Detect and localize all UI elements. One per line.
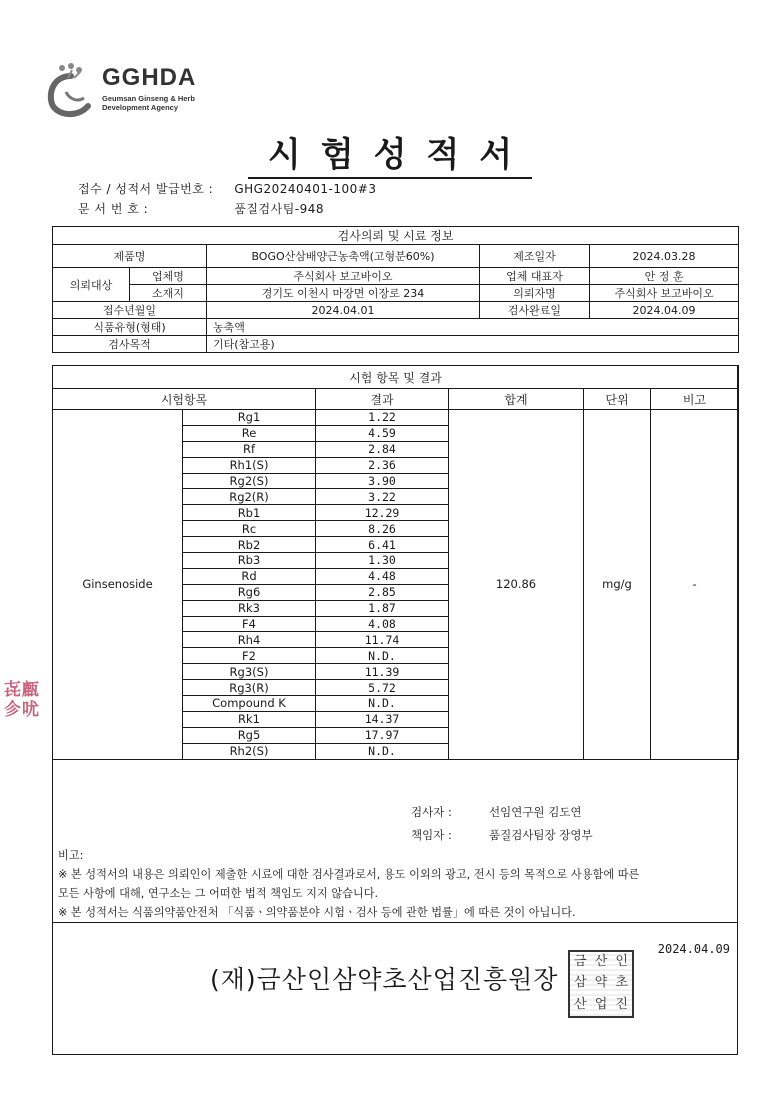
seal-glyph: 약: [594, 975, 608, 991]
document-number-label: 문 서 번 호 :: [78, 202, 149, 216]
compound-name: Rf: [183, 441, 316, 457]
compound-name: Rg6: [183, 584, 316, 600]
compound-name: Rg5: [183, 727, 316, 743]
compound-name: Rg3(S): [183, 664, 316, 680]
address-label: 소재지: [130, 285, 207, 302]
compound-name: Re: [183, 425, 316, 441]
seal-glyph: 초: [615, 975, 628, 991]
agency-logo: [44, 62, 234, 122]
client-label: 의뢰대상: [53, 268, 130, 302]
compound-name: Rh1(S): [183, 457, 316, 473]
results-caption: 시험 항목 및 결과: [53, 366, 739, 389]
compound-value: N.D.: [316, 648, 449, 664]
compound-name: Rb3: [183, 553, 316, 569]
mfg-date-value: 2024.03.28: [590, 245, 739, 268]
seal-glyph: 산: [594, 954, 608, 969]
logo-subtitle-line2: Development Agency: [102, 103, 178, 112]
result-header: 결과: [316, 389, 449, 410]
compound-name: Rg2(R): [183, 489, 316, 505]
compound-value: 3.22: [316, 489, 449, 505]
compound-value: 14.37: [316, 711, 449, 727]
company-label: 업체명: [130, 268, 207, 285]
compound-name: Rh4: [183, 632, 316, 648]
inspector-label: 검사자 :: [411, 805, 452, 819]
compound-value: 17.97: [316, 727, 449, 743]
compound-name: Rh2(S): [183, 743, 316, 759]
inspector-value: 선임연구원 김도연: [489, 805, 582, 819]
completion-date-label: 검사완료일: [480, 302, 590, 319]
seal-glyph: 인: [615, 954, 628, 969]
total-header: 합계: [449, 389, 584, 410]
compound-value: 6.41: [316, 537, 449, 553]
compound-value: N.D.: [316, 743, 449, 759]
compound-name: Rk3: [183, 600, 316, 616]
remarks-line-2: 모든 사항에 대해, 연구소는 그 어떠한 법적 책임도 지지 않습니다.: [58, 887, 379, 900]
compound-value: 4.48: [316, 568, 449, 584]
compound-name: Rd: [183, 568, 316, 584]
compound-value: 4.59: [316, 425, 449, 441]
compound-value: 8.26: [316, 521, 449, 537]
remarks-line-1: ※ 본 성적서의 내용은 의뢰인이 제출한 시료에 대한 검사결과로서, 용도 이외의 광고, 전시 등의 목적으로 사용함에 따른: [58, 868, 640, 881]
remarks-label: 비고:: [58, 849, 84, 862]
representative-value: 안 정 훈: [590, 268, 739, 285]
compound-value: 12.29: [316, 505, 449, 521]
document-number-line: [78, 200, 324, 217]
compound-name: Rb2: [183, 537, 316, 553]
requester-value: 주식회사 보고바이오: [590, 285, 739, 302]
compound-name: F2: [183, 648, 316, 664]
info-caption: 검사의뢰 및 시료 정보: [53, 227, 739, 245]
compound-name: F4: [183, 616, 316, 632]
document-number-value: 품질검사팀-948: [234, 202, 325, 216]
receipt-date-label: 접수년월일: [53, 302, 207, 319]
receipt-number-value: GHG20240401-100#3: [234, 182, 377, 196]
note-cell: -: [651, 410, 739, 760]
unit-cell: mg/g: [584, 410, 651, 760]
purpose-label: 검사목적: [53, 336, 207, 353]
issue-date: 2024.04.09: [657, 942, 730, 956]
responsible-label: 책임자 :: [411, 828, 452, 842]
remarks-block: [58, 846, 738, 922]
requester-label: 의뢰자명: [480, 285, 590, 302]
product-value: BOGO산삼배양근농축액(고형분60%): [207, 245, 480, 268]
note-header: 비고: [651, 389, 739, 410]
sample-info-table: [52, 226, 739, 353]
category-cell: Ginsenoside: [53, 410, 183, 760]
compound-name: Rb1: [183, 505, 316, 521]
food-type-label: 식품유형(형태): [53, 319, 207, 336]
compound-value: 5.72: [316, 680, 449, 696]
seal-glyph: 삼: [574, 975, 587, 991]
compound-value: 11.39: [316, 664, 449, 680]
completion-date-value: 2024.04.09: [590, 302, 739, 319]
compound-value: 1.30: [316, 553, 449, 569]
result-row: [53, 410, 739, 426]
item-header: 시험항목: [53, 389, 316, 410]
remarks-line-3: ※ 본 성적서는 식품의약품안전처 「식품ㆍ의약품분야 시험ㆍ검사 등에 관한 법률」에 따른 것이 아닙니다.: [58, 906, 576, 919]
compound-value: N.D.: [316, 696, 449, 712]
document-title: [0, 127, 780, 176]
compound-value: 2.85: [316, 584, 449, 600]
seal-glyph: 진: [615, 996, 628, 1012]
compound-name: Rc: [183, 521, 316, 537]
address-value: 경기도 이천시 마장면 이장로 234: [207, 285, 480, 302]
unit-header: 단위: [584, 389, 651, 410]
total-cell: 120.86: [449, 410, 584, 760]
left-red-stamp: 㐂㼾 㐱㕱: [4, 680, 40, 720]
company-value: 주식회사 보고바이오: [207, 268, 480, 285]
compound-value: 2.36: [316, 457, 449, 473]
logo-name: GGHDA: [102, 64, 197, 91]
footer-divider: [52, 922, 738, 923]
seal-glyph: 산: [574, 996, 587, 1012]
compound-name: Compound K: [183, 696, 316, 712]
purpose-value: 기타(참고용): [207, 336, 739, 353]
responsible-value: 품질검사팀장 장영부: [489, 828, 593, 842]
receipt-number-line: [78, 180, 376, 197]
compound-value: 3.90: [316, 473, 449, 489]
document-title-text: 시험성적서: [248, 135, 532, 179]
compound-value: 11.74: [316, 632, 449, 648]
compound-name: Rg1: [183, 410, 316, 426]
compound-value: 1.87: [316, 600, 449, 616]
compound-name: Rk1: [183, 711, 316, 727]
seal-glyph: 업: [594, 996, 608, 1012]
test-results-table: [52, 365, 739, 760]
ginseng-logo-icon: [44, 62, 98, 118]
representative-label: 업체 대표자: [480, 268, 590, 285]
compound-name: Rg3(R): [183, 680, 316, 696]
compound-value: 4.08: [316, 616, 449, 632]
logo-subtitle-line1: Geumsan Ginseng & Herb: [102, 94, 195, 103]
compound-value: 1.22: [316, 410, 449, 426]
compound-name: Rg2(S): [183, 473, 316, 489]
receipt-number-label: 접수 / 성적서 발급번호 :: [78, 182, 214, 196]
issuer-name: (재)금산인삼약초산업진흥원장: [210, 965, 559, 994]
mfg-date-label: 제조일자: [480, 245, 590, 268]
logo-subtitle: [102, 94, 222, 112]
seal-glyph: 금: [574, 954, 587, 969]
food-type-value: 농축액: [207, 319, 739, 336]
compound-value: 2.84: [316, 441, 449, 457]
receipt-date-value: 2024.04.01: [207, 302, 480, 319]
official-seal-stamp: [568, 950, 634, 1018]
product-label: 제품명: [53, 245, 207, 268]
